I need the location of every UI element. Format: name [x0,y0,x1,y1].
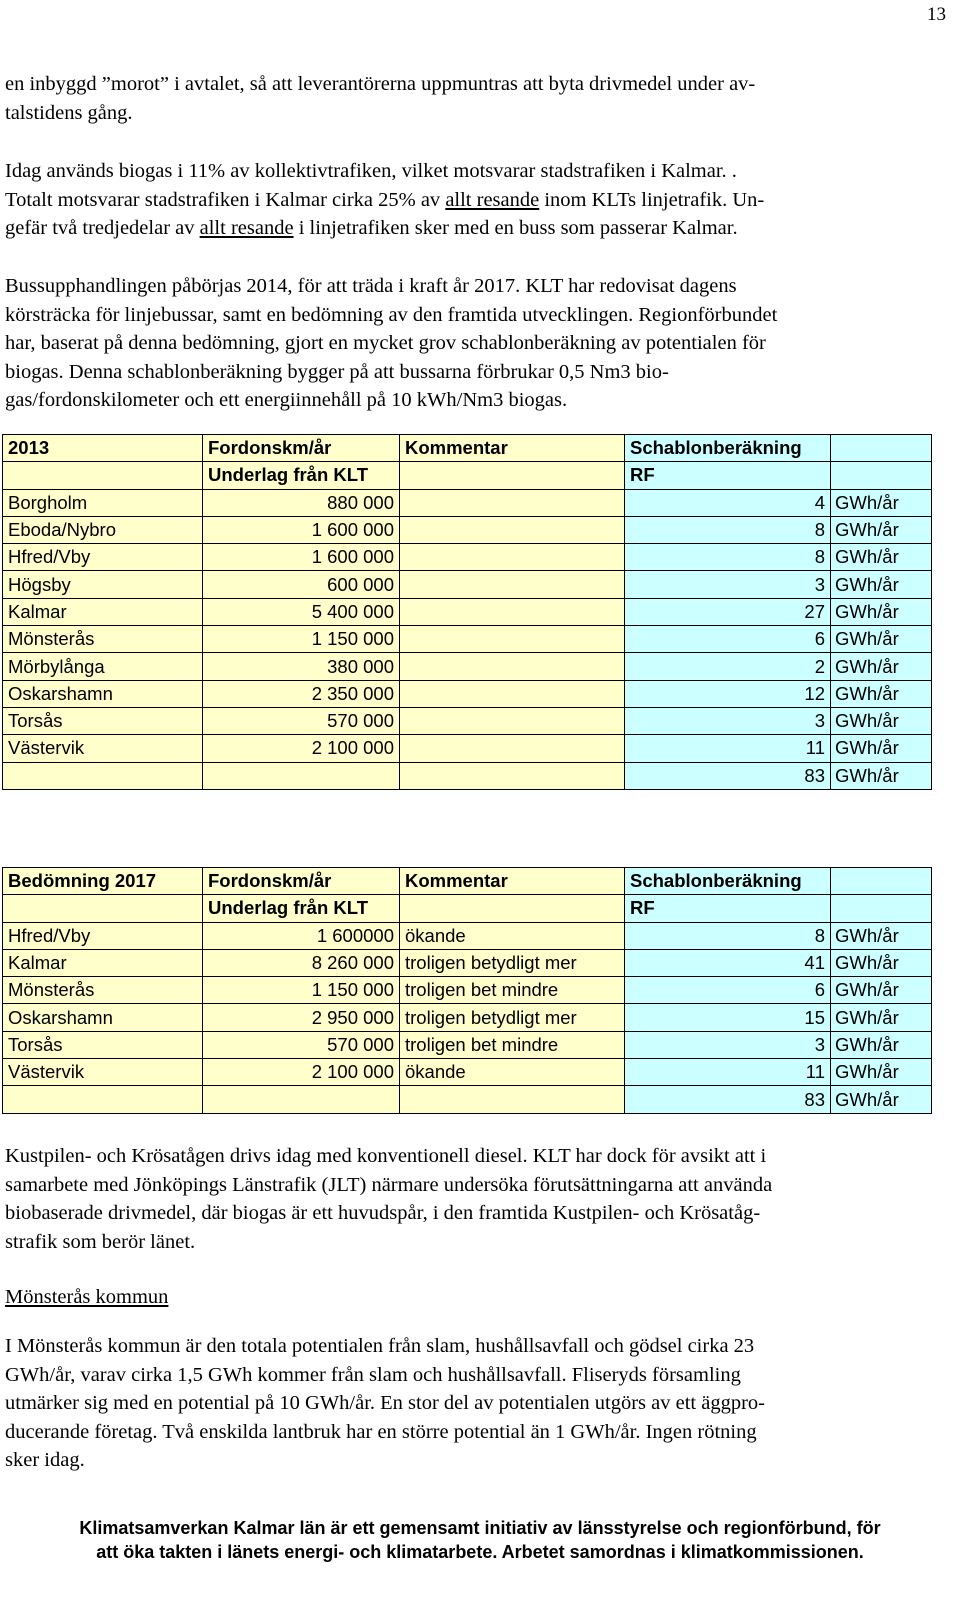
table-row [3,949,932,976]
table-cell: 6 [625,626,831,653]
table-row [3,707,932,734]
table-row [3,922,932,949]
table-cell: Mönsterås [3,977,203,1004]
intro-paragraph-1 [5,70,940,127]
table-cell: 1 600 000 [203,516,400,543]
table-cell: 11 [625,1059,831,1086]
table-cell [400,571,625,598]
table-cell: 2 350 000 [203,680,400,707]
table-row [3,1086,932,1113]
table-cell: GWh/år [831,977,932,1004]
table-cell: GWh/år [831,1004,932,1031]
table-cell: Borgholm [3,489,203,516]
intro-paragraph-2 [5,157,940,243]
table-row [3,680,932,707]
table-cell: GWh/år [831,598,932,625]
table-cell [3,762,203,789]
underlined-text: allt resande [445,188,540,211]
table-row [3,1059,932,1086]
table-cell: GWh/år [831,707,932,734]
table-cell: GWh/år [831,1086,932,1113]
table-cell [400,462,625,489]
table-cell: Västervik [3,1059,203,1086]
table-cell: 2013 [3,435,203,462]
table-cell: 8 [625,922,831,949]
table-cell: GWh/år [831,735,932,762]
table-cell: Kalmar [3,598,203,625]
text-line: biogas. Denna schablonberäkning bygger på att bussarna förbrukar 0,5 Nm3 bio- [5,360,669,383]
table-cell [831,895,932,922]
subheader-row [3,895,932,922]
table-cell [831,462,932,489]
table-cell: 1 600000 [203,922,400,949]
table-row [3,653,932,680]
table-cell [400,516,625,543]
section-heading: Mönsterås kommun [5,1286,169,1308]
text-line: talstidens gång. [5,101,133,124]
table-cell: 41 [625,949,831,976]
table-cell: GWh/år [831,762,932,789]
table-cell: 3 [625,571,831,598]
text-line: ducerande företag. Två enskilda lantbruk har en större potential än 1 GWh/år. Ingen rötning [5,1420,757,1443]
table-cell: 2 [625,653,831,680]
text-line: GWh/år, varav cirka 1,5 GWh kommer från slam och hushållsavfall. Fliseryds församling [5,1363,741,1386]
table-cell: 600 000 [203,571,400,598]
table-cell: 570 000 [203,1031,400,1058]
text-line: en inbyggd ”morot” i avtalet, så att leverantörerna uppmuntras att byta drivmedel under av- [5,73,756,95]
table-cell: Schablonberäkning [625,868,831,895]
table-cell [400,680,625,707]
table-cell: Kalmar [3,949,203,976]
text-line: Bussupphandlingen påbörjas 2014, för att träda i kraft år 2017. KLT har redovisat dagens [5,275,737,297]
table-cell: Bedömning 2017 [3,868,203,895]
table-cell [400,735,625,762]
table-cell [400,489,625,516]
table-cell: 83 [625,762,831,789]
table-cell: 1 600 000 [203,544,400,571]
table-cell: GWh/år [831,544,932,571]
table-cell: Schablonberäkning [625,435,831,462]
table-cell: Torsås [3,1031,203,1058]
table-cell [203,762,400,789]
table-cell: Hfred/Vby [3,922,203,949]
paragraph-trains [5,1142,940,1256]
table-cell: GWh/år [831,653,932,680]
table-cell: 15 [625,1004,831,1031]
table-cell: troligen betydligt mer [400,1004,625,1031]
table-cell: GWh/år [831,922,932,949]
table-row [3,1004,932,1031]
table-cell: GWh/år [831,680,932,707]
table-row [3,544,932,571]
table-cell: 380 000 [203,653,400,680]
table-cell: GWh/år [831,571,932,598]
table-cell: RF [625,895,831,922]
header-row [3,868,932,895]
table-cell: Underlag från KLT [203,895,400,922]
table-row [3,598,932,625]
table-cell [831,435,932,462]
table-cell: Kommentar [400,435,625,462]
footer-line: Klimatsamverkan Kalmar län är ett gemensamt initiativ av länsstyrelse och regionförbund, för [79,1518,881,1538]
table-cell [400,598,625,625]
subheader-row [3,462,932,489]
table-cell: 11 [625,735,831,762]
table-cell: 6 [625,977,831,1004]
table-cell: Eboda/Nybro [3,516,203,543]
table-cell: GWh/år [831,626,932,653]
table-cell: troligen bet mindre [400,1031,625,1058]
table-2013-potential [2,434,932,790]
table-cell: ökande [400,1059,625,1086]
table-cell: 3 [625,707,831,734]
footer-line: att öka takten i länets energi- och klimatarbete. Arbetet samordnas i klimatkommissionen. [96,1542,864,1562]
table-cell [400,707,625,734]
table-cell: 5 400 000 [203,598,400,625]
table-cell [3,462,203,489]
table-row [3,571,932,598]
table-cell: 1 150 000 [203,977,400,1004]
table-cell [3,895,203,922]
text-line: strafik som berör länet. [5,1230,196,1253]
underlined-text: allt resande [199,217,294,240]
table-cell: Fordonskm/år [203,435,400,462]
text-line: har, baserat på denna bedömning, gjort en mycket grov schablonberäkning av potentialen för [5,332,766,355]
table-cell: troligen betydligt mer [400,949,625,976]
table-row [3,762,932,789]
text-line: Kustpilen- och Krösatågen drivs idag med konventionell diesel. KLT har dock för avsikt att i [5,1145,767,1167]
table-cell: 2 100 000 [203,1059,400,1086]
table-cell: 880 000 [203,489,400,516]
table-cell: Fordonskm/år [203,868,400,895]
table-cell: Mönsterås [3,626,203,653]
table-cell: 8 [625,516,831,543]
footer [0,1516,960,1564]
table-cell [400,653,625,680]
text-line: sker idag. [5,1449,85,1472]
table-cell: 3 [625,1031,831,1058]
text-line: gefär två tredjedelar av allt resande i linjetrafiken sker med en buss som passerar Kalmar. [5,217,738,240]
paragraph-monsteras [5,1332,940,1475]
text-line: Idag används biogas i 11% av kollektivtrafiken, vilket motsvarar stadstrafiken i Kalmar. . [5,160,737,182]
table-cell [400,762,625,789]
text-line: Totalt motsvarar stadstrafiken i Kalmar cirka 25% av allt resande inom KLTs linjetrafik. Un- [5,188,765,211]
table-cell: Mörbylånga [3,653,203,680]
table-cell: Hfred/Vby [3,544,203,571]
text-line: biobaserade drivmedel, där biogas är ett huvudspår, i den framtida Kustpilen- och Krösatåg- [5,1202,761,1225]
table-cell: Västervik [3,735,203,762]
table-cell: Oskarshamn [3,680,203,707]
text-line: I Mönsterås kommun är den totala potentialen från slam, hushållsavfall och gödsel cirka 23 [5,1335,755,1357]
table-row [3,1031,932,1058]
table-cell: GWh/år [831,1059,932,1086]
table-cell: 570 000 [203,707,400,734]
intro-paragraph-3 [5,272,940,415]
page-number: 13 [927,4,946,25]
table-row [3,489,932,516]
table-cell: troligen bet mindre [400,977,625,1004]
table-cell: GWh/år [831,489,932,516]
table-cell: GWh/år [831,949,932,976]
table-cell: GWh/år [831,516,932,543]
text-line: samarbete med Jönköpings Länstrafik (JLT) närmare undersöka förutsättningarna att använda [5,1173,773,1196]
table-cell [3,1086,203,1113]
table-cell [400,544,625,571]
table-cell: RF [625,462,831,489]
table-cell: Torsås [3,707,203,734]
table-cell [400,895,625,922]
text-line: utmärker sig med en potential på 10 GWh/år. En stor del av potentialen utgörs av ett äggpro- [5,1392,765,1415]
table-cell [400,1086,625,1113]
table-row [3,735,932,762]
table-cell: ökande [400,922,625,949]
header-row [3,435,932,462]
table-2017-assessment [2,867,932,1114]
table-cell: 27 [625,598,831,625]
table-cell: 4 [625,489,831,516]
table-cell [831,868,932,895]
table-cell: Högsby [3,571,203,598]
table-cell: Oskarshamn [3,1004,203,1031]
table-cell: Underlag från KLT [203,462,400,489]
table-cell: 2 950 000 [203,1004,400,1031]
table-cell: 83 [625,1086,831,1113]
table-cell: 12 [625,680,831,707]
table-cell: GWh/år [831,1031,932,1058]
text-line: gas/fordonskilometer och ett energiinnehåll på 10 kWh/Nm3 biogas. [5,389,568,412]
table-cell: 8 [625,544,831,571]
table-cell: 1 150 000 [203,626,400,653]
table-row [3,977,932,1004]
table-cell: 2 100 000 [203,735,400,762]
table-cell [203,1086,400,1113]
table-cell: Kommentar [400,868,625,895]
table-row [3,516,932,543]
table-cell: 8 260 000 [203,949,400,976]
table-row [3,626,932,653]
text-line: körsträcka för linjebussar, samt en bedömning av den framtida utvecklingen. Regionförbundet [5,303,778,326]
table-cell [400,626,625,653]
